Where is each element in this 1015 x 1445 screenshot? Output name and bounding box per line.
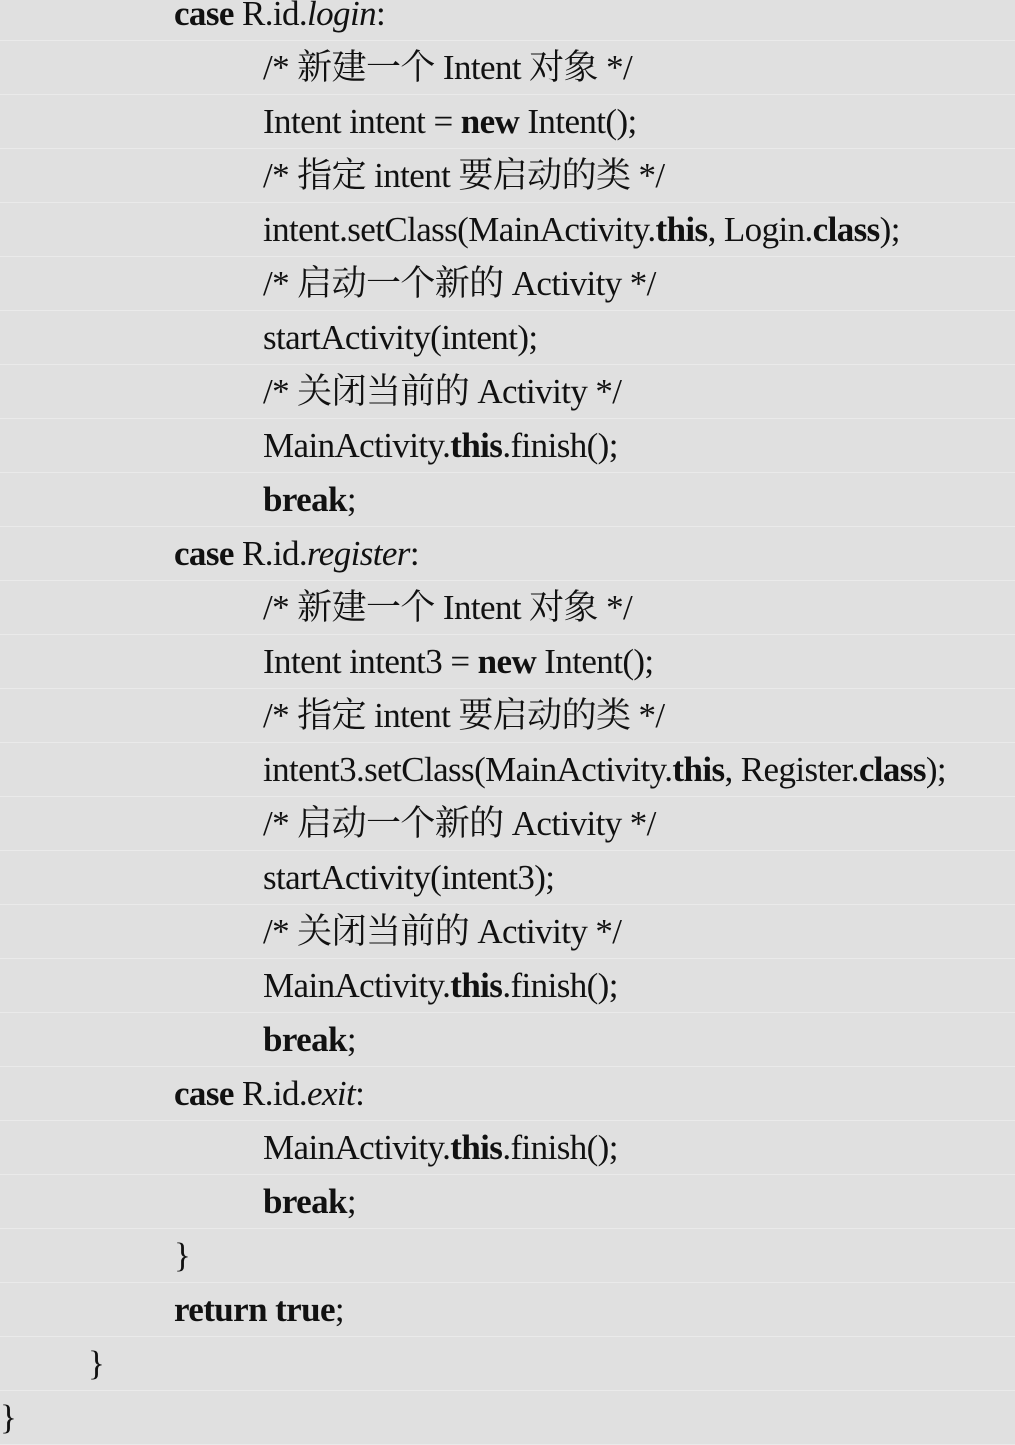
code-token: Intent();	[536, 642, 654, 681]
code-line	[0, 1067, 1015, 1121]
code-line	[0, 1337, 1015, 1391]
code-token: );	[879, 210, 900, 249]
code-token: /* 新建一个 Intent 对象 */	[263, 48, 633, 87]
code-line	[0, 365, 1015, 419]
code-token: .finish();	[502, 1128, 618, 1167]
code-token: intent.setClass(MainActivity.	[263, 210, 656, 249]
code-keyword: new	[460, 102, 520, 141]
code-keyword: this	[655, 210, 708, 249]
code-token: ;	[346, 1020, 356, 1059]
code-line	[0, 797, 1015, 851]
code-line	[0, 1121, 1015, 1175]
code-token: /* 关闭当前的 Activity */	[263, 372, 622, 411]
code-keyword: break	[263, 480, 347, 519]
code-token: /* 启动一个新的 Activity */	[263, 804, 656, 843]
code-token: MainActivity.	[263, 966, 451, 1005]
code-token: .finish();	[502, 966, 618, 1005]
code-token: :	[375, 0, 386, 33]
code-keyword: this	[450, 1128, 503, 1167]
code-token: /* 关闭当前的 Activity */	[263, 912, 622, 951]
code-token	[267, 1290, 275, 1329]
code-token: R.id.	[241, 534, 308, 573]
code-token: MainActivity.	[263, 426, 451, 465]
code-line	[0, 1175, 1015, 1229]
code-line	[0, 1283, 1015, 1337]
code-token: ;	[334, 1290, 345, 1329]
code-line	[0, 689, 1015, 743]
code-token: ;	[346, 1182, 356, 1221]
code-line	[0, 1391, 1015, 1445]
code-token: startActivity(intent);	[263, 318, 538, 357]
code-token: }	[174, 1236, 191, 1275]
code-line	[0, 419, 1015, 473]
code-token: R.id.	[241, 0, 308, 33]
code-line	[0, 959, 1015, 1013]
code-keyword: case	[174, 534, 242, 573]
code-token: , Register.	[724, 750, 859, 789]
code-identifier: exit	[307, 1074, 356, 1113]
code-keyword: this	[672, 750, 725, 789]
code-line	[0, 905, 1015, 959]
code-line	[0, 635, 1015, 689]
code-line	[0, 311, 1015, 365]
code-line	[0, 743, 1015, 797]
code-line	[0, 581, 1015, 635]
code-keyword: break	[263, 1182, 347, 1221]
code-line	[0, 0, 1015, 41]
code-token: }	[88, 1344, 105, 1383]
code-line	[0, 473, 1015, 527]
code-keyword: this	[450, 966, 503, 1005]
code-identifier: login	[307, 0, 376, 33]
code-keyword: true	[275, 1290, 335, 1329]
code-token: /* 启动一个新的 Activity */	[263, 264, 656, 303]
code-keyword: new	[477, 642, 537, 681]
code-line	[0, 527, 1015, 581]
code-line	[0, 257, 1015, 311]
code-token: ;	[346, 480, 356, 519]
code-keyword: return	[174, 1290, 267, 1329]
code-line	[0, 1229, 1015, 1283]
code-token: /* 指定 intent 要启动的类 */	[263, 156, 665, 195]
code-line	[0, 851, 1015, 905]
code-line	[0, 1013, 1015, 1067]
code-token: intent3.setClass(MainActivity.	[263, 750, 673, 789]
code-keyword: case	[174, 1074, 242, 1113]
code-token: /* 指定 intent 要启动的类 */	[263, 696, 665, 735]
code-token: }	[0, 1398, 17, 1437]
code-token: MainActivity.	[263, 1128, 451, 1167]
code-token: startActivity(intent3);	[263, 858, 555, 897]
code-keyword: this	[450, 426, 503, 465]
code-keyword: break	[263, 1020, 347, 1059]
code-line	[0, 95, 1015, 149]
code-token: .finish();	[502, 426, 618, 465]
code-line	[0, 41, 1015, 95]
code-token: /* 新建一个 Intent 对象 */	[263, 588, 633, 627]
code-token: Intent();	[519, 102, 637, 141]
code-line	[0, 203, 1015, 257]
code-token: :	[355, 1074, 365, 1113]
code-keyword: class	[858, 750, 926, 789]
code-token: :	[409, 534, 419, 573]
code-keyword: class	[812, 210, 880, 249]
code-token: , Login.	[707, 210, 813, 249]
code-token: Intent intent =	[263, 102, 461, 141]
code-identifier: register	[307, 534, 410, 573]
code-token: R.id.	[241, 1074, 308, 1113]
code-token: Intent intent3 =	[263, 642, 478, 681]
code-keyword: case	[174, 0, 242, 33]
code-token: );	[925, 750, 947, 789]
code-line	[0, 149, 1015, 203]
